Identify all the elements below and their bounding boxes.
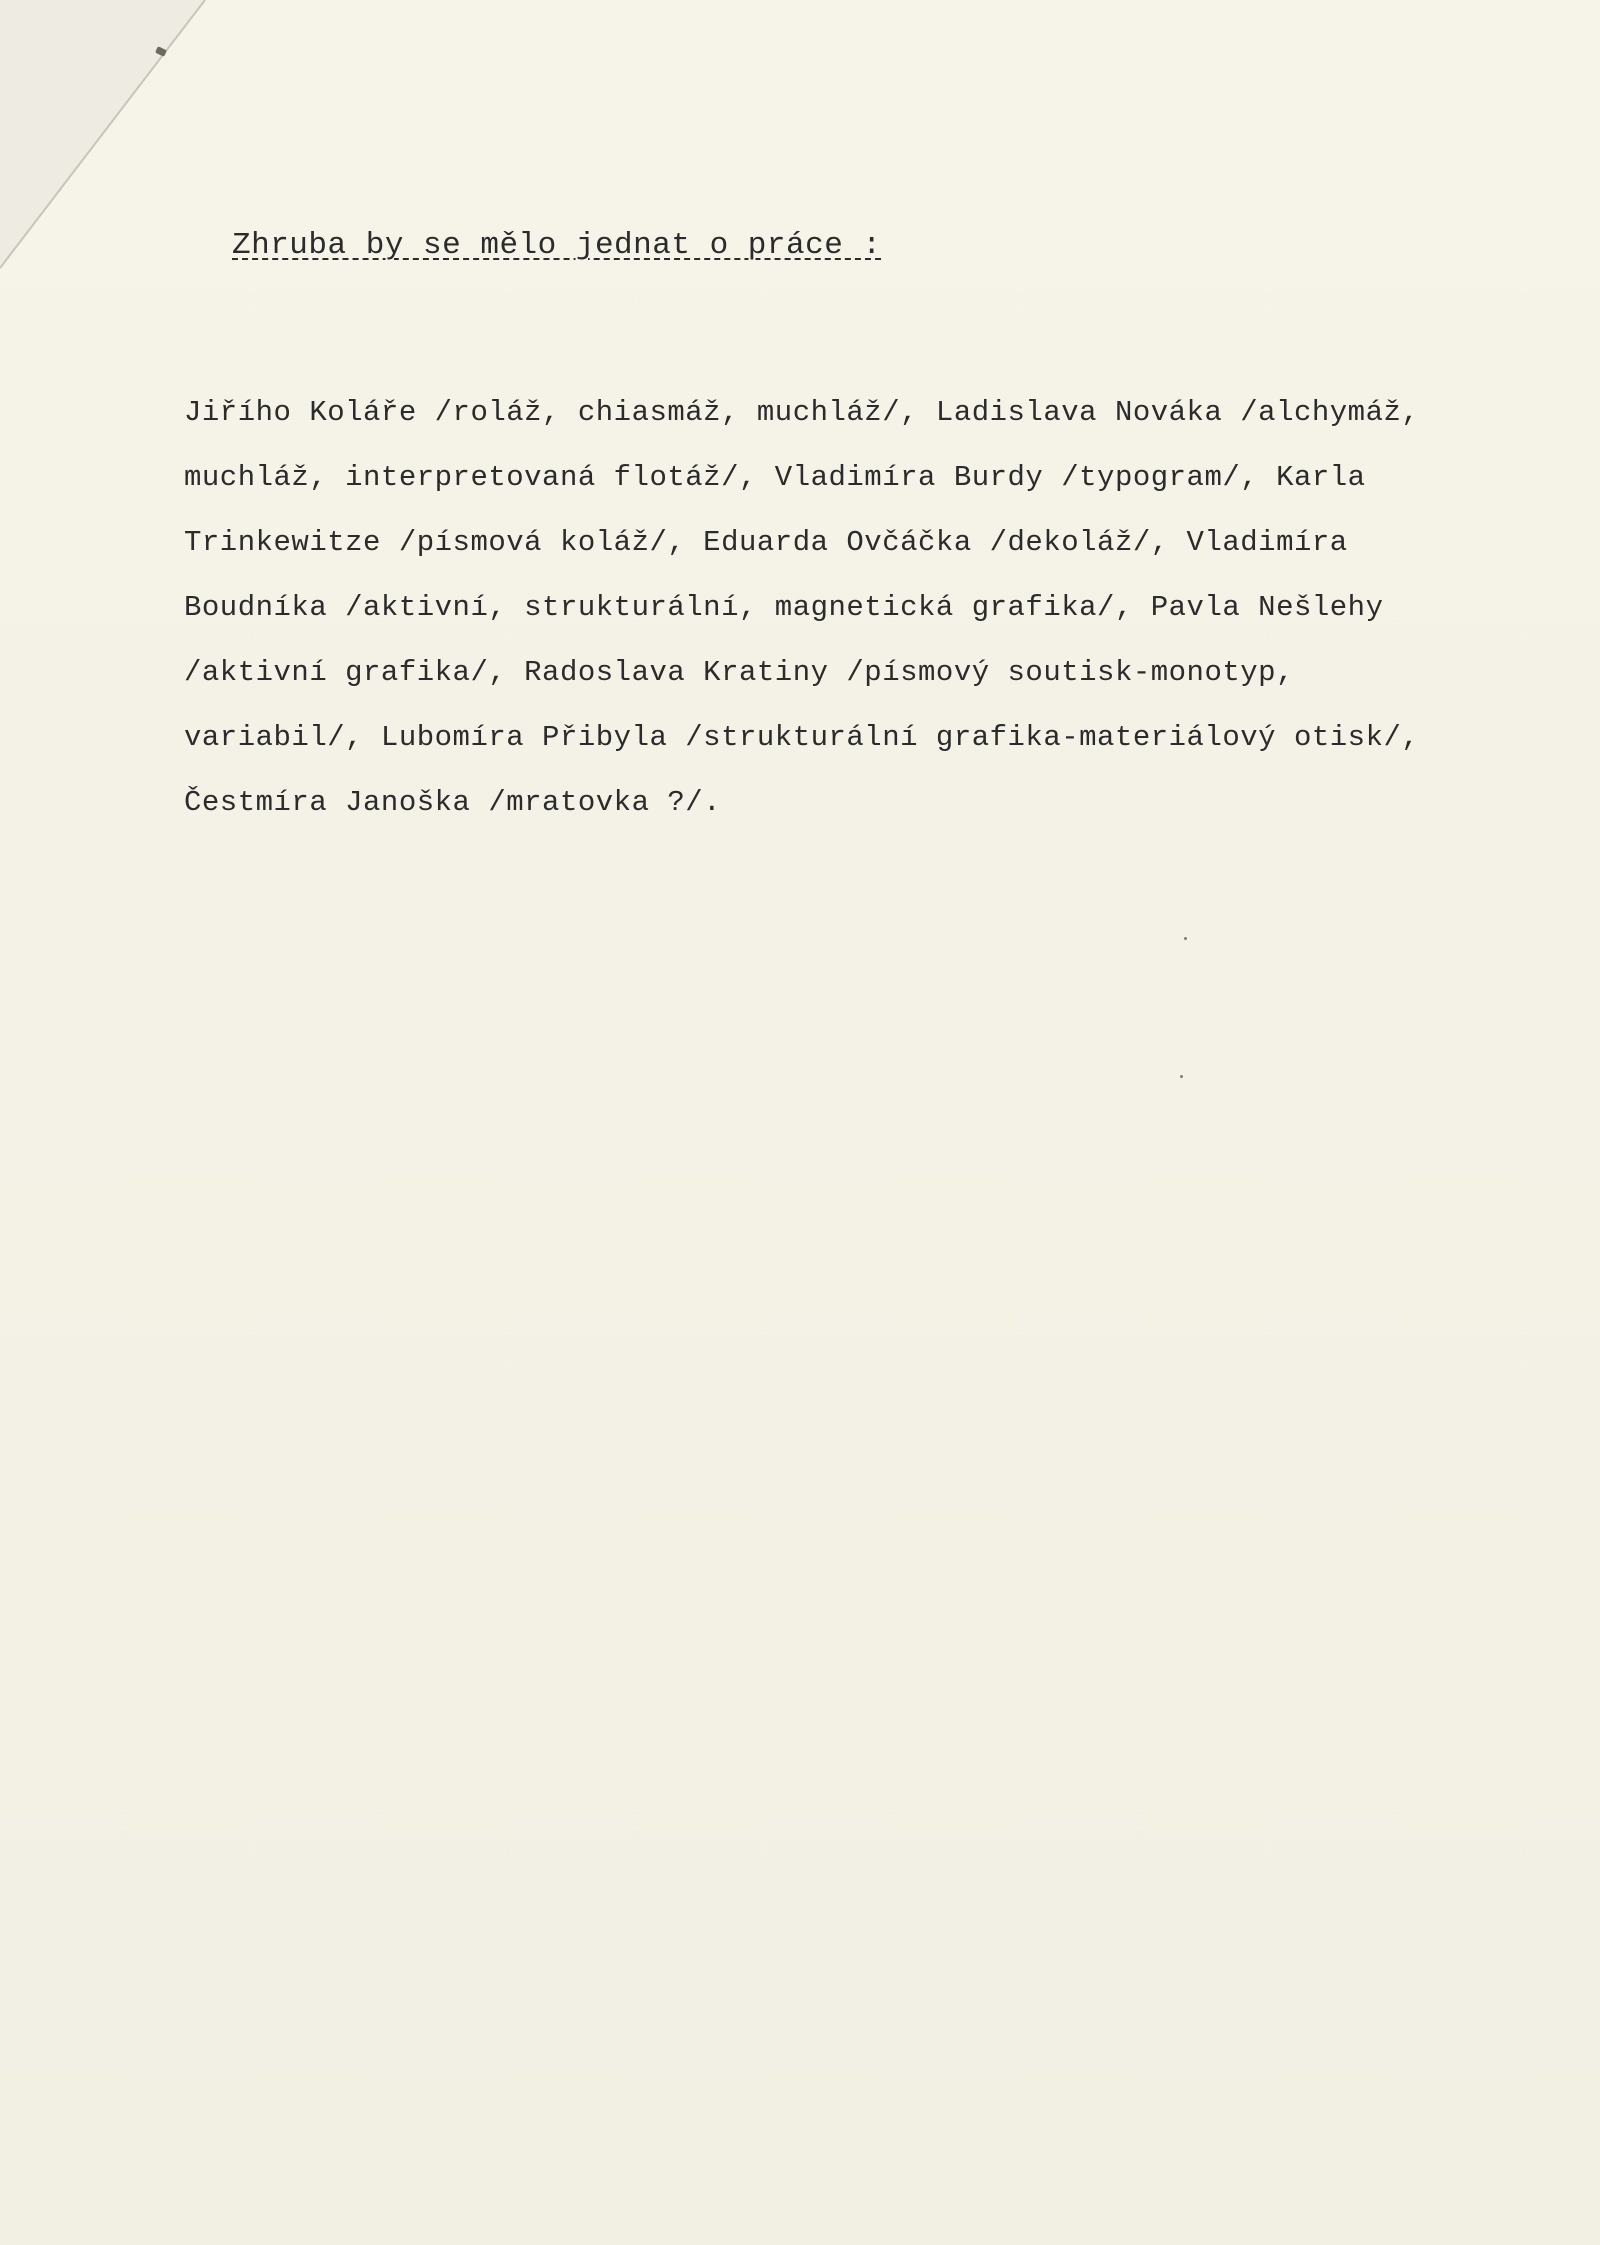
paper-speck (1184, 937, 1187, 940)
body-line: Jiřího Koláře /roláž, chiasmáž, muchláž/, Ladislava Nováka /alchymáž, (184, 396, 1420, 429)
body-line: /aktivní grafika/, Radoslava Kratiny /písmový soutisk-monotyp, (184, 656, 1294, 689)
paper-speck (1180, 1075, 1183, 1078)
document-body (184, 380, 1564, 835)
body-line: variabil/, Lubomíra Přibyla /strukturální grafika-materiálový otisk/, (184, 721, 1420, 754)
body-line: muchláž, interpretovaná flotáž/, Vladimíra Burdy /typogram/, Karla (184, 461, 1366, 494)
body-line: Čestmíra Janoška /mratovka ?/. (184, 786, 722, 819)
body-line: Boudníka /aktivní, strukturální, magnetická grafika/, Pavla Nešlehy (184, 591, 1384, 624)
document-heading: Zhruba by se mělo jednat o práce : (232, 228, 882, 263)
folded-corner (0, 0, 210, 270)
body-line: Trinkewitze /písmová koláž/, Eduarda Ovčáčka /dekoláž/, Vladimíra (184, 526, 1348, 559)
